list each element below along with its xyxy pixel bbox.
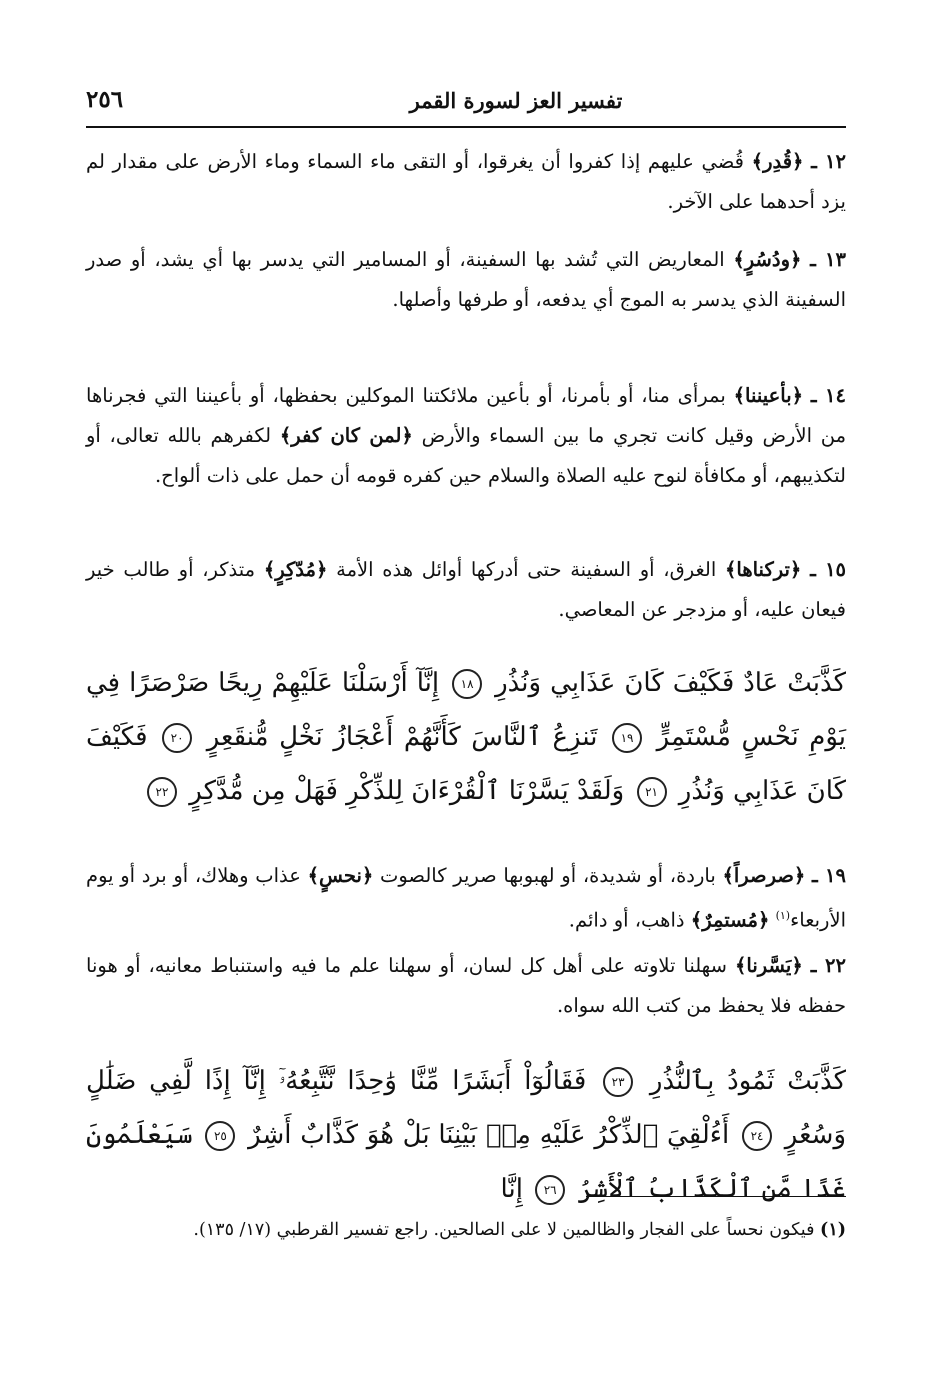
header-divider (86, 126, 846, 128)
page-header (86, 84, 846, 128)
verse-text: إِنَّا (500, 1174, 523, 1204)
footnote-marker: (١) (820, 1220, 846, 1240)
ayah-marker: ١٨ (452, 669, 482, 699)
entry-keyword-2: ﴿لمن كان كفر﴾ (279, 424, 413, 447)
entry-keyword: ﴿يَسَّرنا﴾ (734, 954, 803, 977)
entry-number: ١٣ ـ (810, 248, 846, 271)
entry-number: ١٥ ـ (810, 558, 847, 581)
entry-keyword: ﴿تركناها﴾ (724, 558, 802, 581)
verse-text: وَلَقَدْ يَسَّرْنَا ٱلْقُرْءَانَ لِلذِّكْرِ فَهَلْ مِن مُّدَّكِرٍ (189, 776, 625, 806)
footnote-reference: (١) (775, 909, 791, 922)
ayah-marker: ٢٦ (535, 1175, 565, 1205)
entry-number: ٢٢ ـ (810, 954, 846, 977)
entry-text: الغرق، أو السفينة حتى أدركها أوائل هذه الأمة (336, 558, 717, 581)
verse-text: إِنَّآ أَرْسَلْنَا عَلَيْهِمْ رِيحًا صَرْصَرًا فِي يَوْمِ نَحْسٍ مُّسْتَمِرٍّ (86, 668, 847, 752)
entry-text: باردة، أو شديدة، أو لهبوبها صرير كالصوت (380, 864, 716, 887)
page-number: ٢٥٦ (86, 86, 124, 113)
verse-text: كَذَّبَتْ ثَمُودُ بِٱلنُّذُرِ (649, 1066, 846, 1096)
entry-text-end: ذاهب، أو دائم. (568, 908, 685, 932)
verse-text: أَءُلْقِيَ ٱلذِّكْرُ عَلَيْهِ مِنۢ بَيْنِنَا بَلْ هُوَ كَذَّابٌ أَشِرٌ (248, 1120, 730, 1150)
entry-number: ١٩ ـ (812, 864, 846, 887)
entry-12 (86, 142, 846, 222)
ayah-marker: ٢٥ (205, 1121, 235, 1151)
verse-text: كَذَّبَتْ عَادٌ فَكَيْفَ كَانَ عَذَابِي وَنُذُرِ (495, 668, 847, 698)
entry-14 (86, 376, 846, 496)
entry-number: ١٤ ـ (810, 384, 846, 407)
ayah-marker: ٢٠ (162, 723, 192, 753)
entry-keyword: ﴿بأعيننا﴾ (733, 384, 804, 407)
verse-text: فَقَالُوٓاْ أَبَشَرًا مِّنَّا وَٰحِدًا نَّتَّبِعُهُۥٓ إِنَّآ إِذًا لَّفِي ضَلَٰلٍ وَسُعُرٍ (86, 1066, 847, 1150)
entry-text: قُضي عليهم إذا كفروا أن يغرقوا، أو التقى ماء السماء وماء الأرض على مقدار لم يزد أحدهما على الآخر. (86, 150, 846, 213)
verse-text: فَكَيْفَ كَانَ عَذَابِي وَنُذُرِ (86, 722, 846, 806)
entry-text-continued: عذاب وهلاك، أو برد أو يوم الأربعاء (86, 864, 846, 932)
ayah-marker: ٢١ (637, 777, 667, 807)
entry-text-continued: لكفرهم بالله تعالى، أو لتكذيبهم، أو مكافأة لنوح عليه الصلاة والسلام حين كفره قومه أن حمل على ذات ألواح. (86, 424, 846, 487)
verse-text: تَنزِعُ ٱلنَّاسَ كَأَنَّهُمْ أَعْجَازُ نَخْلٍ مُّنقَعِرٍ (206, 722, 598, 752)
entry-number: ١٢ ـ (811, 150, 846, 173)
entry-keyword: ﴿ودُسُرٍ﴾ (733, 248, 802, 271)
entry-text-continued: متذكر، أو طالب خير فيعان عليه، أو مزدجر عن المعاصي. (86, 558, 846, 621)
quran-passage-2 (86, 1054, 846, 1216)
entry-keyword-3: ﴿مُستمِرٌ﴾ (690, 908, 770, 932)
entry-keyword: ﴿قُدِر﴾ (751, 150, 804, 173)
footnote (86, 1212, 846, 1248)
entry-text: سهلنا تلاوته على أهل كل لسان، أو سهلنا علم ما فيه واستنباط معانيه، أو هونا حفظه فلا يحفظ من كتب الله سواه. (86, 954, 846, 1017)
ayah-marker: ١٩ (612, 723, 642, 753)
entry-keyword-2: ﴿مُدّكِرٍ﴾ (263, 558, 328, 581)
entry-19 (86, 856, 846, 941)
entry-22 (86, 946, 846, 1026)
footnote-text: فيكون نحساً على الفجار والظالمين لا على الصالحين. راجع تفسير القرطبي (١٧/ ١٣٥). (193, 1220, 815, 1240)
entry-keyword: ﴿صرصراً﴾ (722, 864, 806, 887)
entry-15 (86, 550, 846, 630)
ayah-marker: ٢٤ (742, 1121, 772, 1151)
entry-text: بمرأى منا، أو بأمرنا، أو بأعين ملائكتنا الموكلين بحفظها، أو بأعيننا التي فجرناها من الأرض وقيل كانت تجري ما بين السماء والأرض (86, 384, 847, 447)
page-title: تفسير العز لسورة القمر (409, 88, 623, 113)
ayah-marker: ٢٢ (147, 777, 177, 807)
entry-13 (86, 240, 846, 320)
ayah-marker: ٢٣ (603, 1067, 633, 1097)
quran-passage-1 (86, 656, 846, 818)
entry-text: المعاريض التي تُشد بها السفينة، أو المسامير التي يدسر بها أي يشد، أو صدر السفينة الذي يدسر به الموج أي يدفعه، أو طرفها وأصلها. (86, 248, 846, 311)
footnote-divider (586, 1196, 846, 1197)
verse-text: سَيَعْلَمُونَ غَدًا مَّنِ ٱلْكَذَّابُ ٱلْأَشِرُ (86, 1120, 846, 1204)
entry-keyword-2: ﴿نحسٍ﴾ (307, 864, 374, 887)
